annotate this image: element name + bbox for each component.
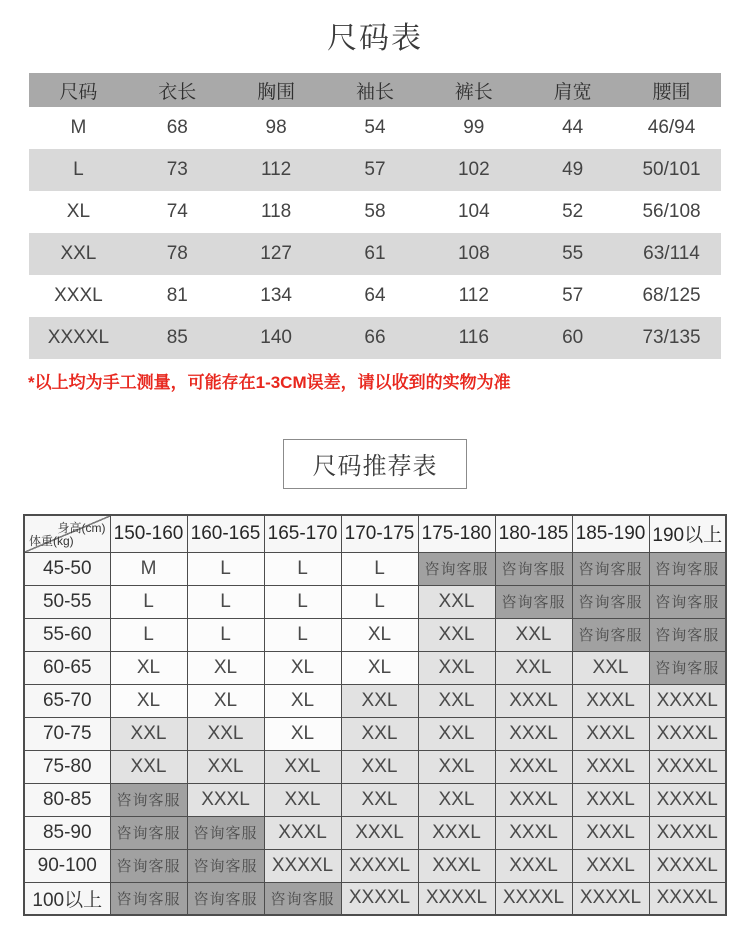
- size-cell: XXXL: [341, 816, 418, 849]
- size-table-header-row: [29, 73, 721, 107]
- size-cell: XXXXL: [649, 717, 726, 750]
- size-cell: XXL: [264, 750, 341, 783]
- size-cell: XXXXL: [649, 684, 726, 717]
- size-label: XXL: [29, 233, 128, 275]
- weight-row-header: 75-80: [24, 750, 110, 783]
- height-col-header: 170-175: [341, 515, 418, 552]
- table-row: [29, 275, 721, 317]
- col-chest: 胸围: [227, 73, 326, 107]
- size-cell: XXXXL: [495, 882, 572, 915]
- size-recommend-table: [23, 514, 727, 916]
- weight-row-header: 55-60: [24, 618, 110, 651]
- consult-cell: 咨询客服: [649, 618, 726, 651]
- table-row: [29, 233, 721, 275]
- measure-cell: 54: [364, 117, 386, 138]
- size-cell: XXL: [264, 783, 341, 816]
- consult-cell: 咨询客服: [572, 618, 649, 651]
- consult-cell: 咨询客服: [187, 882, 264, 915]
- measure-cell: 112: [227, 149, 326, 191]
- size-cell: XXL: [341, 750, 418, 783]
- col-garment-length: 衣长: [128, 73, 227, 107]
- measure-cell: 58: [364, 201, 386, 222]
- size-cell: XXXL: [495, 849, 572, 882]
- measure-cell: 68: [166, 117, 188, 138]
- size-cell: XXL: [418, 651, 495, 684]
- size-cell: XXXL: [495, 783, 572, 816]
- measure-cell: 99: [463, 117, 485, 138]
- size-cell: XXL: [418, 717, 495, 750]
- size-cell: XXL: [418, 585, 495, 618]
- height-col-header: 165-170: [264, 515, 341, 552]
- measure-cell: 134: [260, 285, 292, 306]
- size-cell: XXXXL: [649, 882, 726, 915]
- table-row: [24, 717, 726, 750]
- height-col-header: 180-185: [495, 515, 572, 552]
- size-cell: XXL: [187, 750, 264, 783]
- measure-cell: 56/108: [642, 201, 701, 222]
- size-cell: L: [110, 585, 187, 618]
- measure-cell: 52: [562, 201, 584, 222]
- measure-cell: 57: [562, 285, 584, 306]
- size-label: M: [70, 117, 87, 138]
- size-cell: XXXL: [495, 717, 572, 750]
- size-cell: XXXL: [495, 750, 572, 783]
- size-cell: XL: [341, 651, 418, 684]
- size-cell: XXXXL: [649, 816, 726, 849]
- size-cell: L: [341, 552, 418, 585]
- size-cell: L: [264, 585, 341, 618]
- table-row: [24, 750, 726, 783]
- recommend-header-row: [24, 515, 726, 552]
- consult-cell: 咨询客服: [495, 552, 572, 585]
- size-cell: XXL: [418, 684, 495, 717]
- measure-cell: 98: [265, 117, 287, 138]
- measure-cell: 57: [326, 149, 425, 191]
- size-cell: XXXXL: [572, 882, 649, 915]
- size-cell: L: [187, 618, 264, 651]
- measure-cell: 50/101: [622, 149, 721, 191]
- size-label: XXXXL: [29, 317, 128, 359]
- size-cell: XXXXL: [649, 849, 726, 882]
- table-row: [24, 849, 726, 882]
- consult-cell: 咨询客服: [572, 585, 649, 618]
- measure-cell: 63/114: [622, 233, 721, 275]
- weight-row-header: 70-75: [24, 717, 110, 750]
- consult-cell: 咨询客服: [649, 552, 726, 585]
- table-row: [29, 191, 721, 233]
- measure-cell: 60: [523, 317, 622, 359]
- table-row: [24, 618, 726, 651]
- size-cell: XXL: [572, 651, 649, 684]
- consult-cell: 咨询客服: [187, 849, 264, 882]
- size-cell: XXL: [341, 684, 418, 717]
- height-col-header: 150-160: [110, 515, 187, 552]
- measure-cell: 108: [424, 233, 523, 275]
- col-size: 尺码: [29, 73, 128, 107]
- size-cell: XXL: [110, 717, 187, 750]
- measure-cell: 116: [424, 317, 523, 359]
- weight-row-header: 50-55: [24, 585, 110, 618]
- consult-cell: 咨询客服: [110, 783, 187, 816]
- measure-cell: 46/94: [647, 117, 696, 138]
- measure-cell: 44: [562, 117, 584, 138]
- size-cell: XXXXL: [649, 783, 726, 816]
- measure-cell: 66: [326, 317, 425, 359]
- measure-cell: 102: [424, 149, 523, 191]
- size-cell: XL: [187, 651, 264, 684]
- weight-row-header: 60-65: [24, 651, 110, 684]
- measurement-disclaimer: *以上均为手工测量，可能存在1-3CM误差，请以收到的实物为准: [28, 373, 511, 392]
- measure-cell: 64: [364, 285, 386, 306]
- size-cell: XXXXL: [649, 750, 726, 783]
- weight-row-header: 65-70: [24, 684, 110, 717]
- weight-axis-label: 体重(kg): [29, 533, 74, 548]
- measure-cell: 74: [166, 201, 188, 222]
- size-cell: XXL: [495, 618, 572, 651]
- table-row: [29, 107, 721, 149]
- size-cell: L: [341, 585, 418, 618]
- size-cell: XXXL: [572, 717, 649, 750]
- table-row: [24, 684, 726, 717]
- measure-cell: 112: [458, 285, 489, 306]
- size-cell: XXL: [341, 783, 418, 816]
- size-cell: XXXL: [418, 849, 495, 882]
- weight-row-header: 80-85: [24, 783, 110, 816]
- table-row: [29, 149, 721, 191]
- size-cell: XXXXL: [341, 882, 418, 915]
- measure-cell: 104: [457, 201, 490, 222]
- size-cell: XXXL: [572, 783, 649, 816]
- size-cell: XXL: [418, 618, 495, 651]
- size-cell: XL: [110, 684, 187, 717]
- size-table-title: 尺码表: [327, 22, 423, 55]
- size-cell: XXXXL: [418, 882, 495, 915]
- size-cell: XL: [341, 618, 418, 651]
- recommend-table-title: 尺码推荐表: [283, 439, 467, 489]
- size-cell: L: [264, 552, 341, 585]
- size-cell: XXXL: [572, 849, 649, 882]
- height-col-header: 175-180: [418, 515, 495, 552]
- measure-cell: 49: [523, 149, 622, 191]
- size-cell: M: [110, 552, 187, 585]
- measure-cell: 55: [523, 233, 622, 275]
- measure-cell: 61: [326, 233, 425, 275]
- weight-row-header: 100以上: [24, 882, 110, 915]
- size-cell: L: [264, 618, 341, 651]
- size-cell: XL: [110, 651, 187, 684]
- col-shoulder-width: 肩宽: [523, 73, 622, 107]
- measure-cell: 140: [227, 317, 326, 359]
- table-row: [24, 783, 726, 816]
- table-row: [24, 585, 726, 618]
- size-cell: L: [110, 618, 187, 651]
- size-cell: XXXXL: [264, 849, 341, 882]
- weight-row-header: 45-50: [24, 552, 110, 585]
- table-row: [29, 317, 721, 359]
- size-cell: XL: [187, 684, 264, 717]
- size-cell: XXXL: [495, 684, 572, 717]
- consult-cell: 咨询客服: [110, 882, 187, 915]
- table-row: [24, 816, 726, 849]
- consult-cell: 咨询客服: [418, 552, 495, 585]
- measure-cell: 127: [227, 233, 326, 275]
- consult-cell: 咨询客服: [649, 585, 726, 618]
- size-cell: XXXL: [495, 816, 572, 849]
- size-cell: XXXL: [572, 684, 649, 717]
- size-label: L: [29, 149, 128, 191]
- size-cell: XXXL: [187, 783, 264, 816]
- col-pants-length: 裤长: [424, 73, 523, 107]
- measure-cell: 68/125: [642, 285, 701, 306]
- table-row: [24, 552, 726, 585]
- measure-cell: 73/135: [622, 317, 721, 359]
- size-cell: XL: [264, 651, 341, 684]
- size-cell: XXXL: [572, 750, 649, 783]
- measure-cell: 118: [260, 201, 292, 222]
- size-cell: XXXL: [572, 816, 649, 849]
- measure-cell: 85: [128, 317, 227, 359]
- size-cell: XXXL: [418, 816, 495, 849]
- weight-row-header: 90-100: [24, 849, 110, 882]
- size-cell: XXL: [418, 750, 495, 783]
- table-row: [24, 651, 726, 684]
- size-cell: L: [187, 585, 264, 618]
- height-col-header: 190以上: [649, 515, 726, 552]
- size-cell: XXL: [418, 783, 495, 816]
- height-axis-label: 身高(cm): [57, 521, 106, 535]
- size-cell: XXL: [341, 717, 418, 750]
- consult-cell: 咨询客服: [110, 849, 187, 882]
- size-cell: XL: [264, 684, 341, 717]
- consult-cell: 咨询客服: [264, 882, 341, 915]
- consult-cell: 咨询客服: [572, 552, 649, 585]
- size-cell: XXL: [110, 750, 187, 783]
- size-label: XL: [66, 201, 91, 222]
- consult-cell: 咨询客服: [110, 816, 187, 849]
- height-col-header: 160-165: [187, 515, 264, 552]
- height-col-header: 185-190: [572, 515, 649, 552]
- weight-row-header: 85-90: [24, 816, 110, 849]
- col-waist: 腰围: [622, 73, 721, 107]
- table-row: [24, 882, 726, 915]
- consult-cell: 咨询客服: [187, 816, 264, 849]
- size-cell: XXL: [187, 717, 264, 750]
- size-cell: XXXL: [264, 816, 341, 849]
- consult-cell: 咨询客服: [495, 585, 572, 618]
- size-table: [29, 73, 721, 359]
- measure-cell: 81: [166, 285, 188, 306]
- measure-cell: 73: [128, 149, 227, 191]
- size-cell: XXL: [495, 651, 572, 684]
- size-cell: XL: [264, 717, 341, 750]
- consult-cell: 咨询客服: [649, 651, 726, 684]
- corner-cell: [24, 515, 110, 552]
- col-sleeve-length: 袖长: [326, 73, 425, 107]
- size-cell: XXXXL: [341, 849, 418, 882]
- size-label: XXXL: [54, 285, 103, 306]
- measure-cell: 78: [128, 233, 227, 275]
- size-cell: L: [187, 552, 264, 585]
